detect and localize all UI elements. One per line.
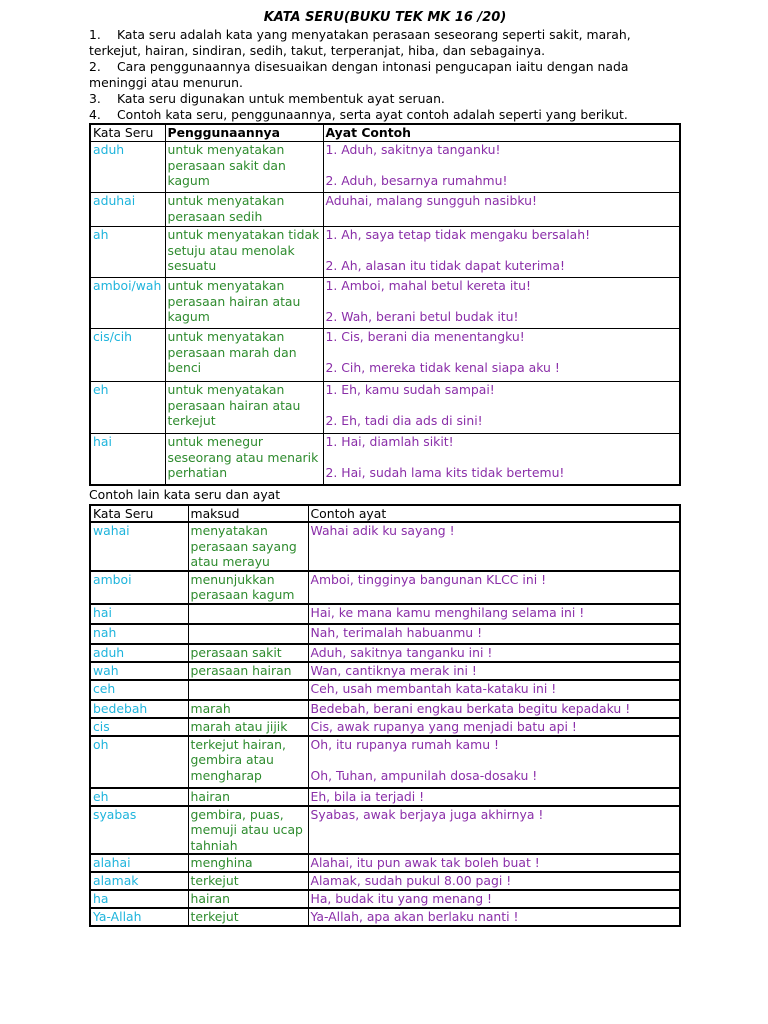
contoh-ayat-cell: Cis, awak rupanya yang menjadi batu api !	[308, 718, 680, 736]
table-row	[90, 434, 680, 485]
contoh-lain-table	[89, 504, 681, 928]
table-row	[90, 142, 680, 193]
point-item	[89, 59, 681, 91]
contoh-ayat-cell: Aduh, sakitnya tanganku ini !	[308, 644, 680, 662]
table-row	[90, 890, 680, 908]
kata-seru-cell: eh	[90, 382, 165, 434]
kata-seru-cell: ceh	[90, 680, 188, 700]
ayat-cell	[323, 382, 680, 434]
table-row	[90, 718, 680, 736]
kata-seru-cell: nah	[90, 624, 188, 644]
maksud-cell: terkejut	[188, 872, 308, 890]
maksud-cell: gembira, puas, memuji atau ucap tahniah	[188, 806, 308, 855]
maksud-cell: menyatakan perasaan sayang atau merayu	[188, 522, 308, 571]
table-row	[90, 522, 680, 571]
contoh-ayat-cell: Ha, budak itu yang menang !	[308, 890, 680, 908]
document-title: KATA SERU(BUKU TEK MK 16 /20)	[263, 10, 507, 25]
table-row	[90, 571, 680, 604]
ayat-line: 2. Hai, sudah lama kits tidak bertemu!	[325, 465, 565, 480]
point-text: Kata seru adalah kata yang menyatakan perasaan seseorang seperti sakit, marah, terkejut, hairan, sindiran, sedih, takut, terperanjat, hiba, dan sebagainya.	[89, 27, 631, 58]
point-item	[89, 91, 681, 107]
kata-seru-cell: aduhai	[90, 193, 165, 227]
ayat-line: 2. Cih, mereka tidak kenal siapa aku !	[325, 360, 560, 375]
kata-seru-cell: alamak	[90, 872, 188, 890]
contoh-ayat-cell: Wan, cantiknya merak ini !	[308, 662, 680, 680]
table-row	[90, 908, 680, 926]
penggunaan-cell: untuk menyatakan perasaan marah dan benci	[165, 329, 323, 382]
maksud-cell: terkejut hairan, gembira atau mengharap	[188, 736, 308, 788]
header-kata-seru: Kata Seru	[90, 505, 188, 523]
kata-seru-cell: bedebah	[90, 700, 188, 718]
contoh-ayat-cell: Alahai, itu pun awak tak boleh buat !	[308, 854, 680, 872]
table-row	[90, 662, 680, 680]
maksud-cell: hairan	[188, 890, 308, 908]
ayat-line: Oh, itu rupanya rumah kamu !	[310, 736, 499, 752]
maksud-cell: menunjukkan perasaan kagum	[188, 571, 308, 604]
contoh-ayat-cell: Hai, ke mana kamu menghilang selama ini !	[308, 604, 680, 624]
table-header-row	[90, 124, 680, 142]
kata-seru-cell: alahai	[90, 854, 188, 872]
ayat-line: 2. Aduh, besarnya rumahmu!	[325, 173, 508, 188]
kata-seru-cell: wahai	[90, 522, 188, 571]
contoh-ayat-cell: Alamak, sudah pukul 8.00 pagi !	[308, 872, 680, 890]
table-row	[90, 788, 680, 806]
penggunaan-cell: untuk menyatakan perasaan sakit dan kagum	[165, 142, 323, 193]
table-row	[90, 604, 680, 624]
point-number: 3.	[89, 91, 101, 106]
maksud-cell	[188, 624, 308, 644]
ayat-line: 1. Hai, diamlah sikit!	[325, 434, 454, 449]
header-kata-seru: Kata Seru	[90, 124, 165, 142]
ayat-line: 1. Cis, berani dia menentangku!	[325, 329, 525, 344]
contoh-ayat-cell: Ceh, usah membantah kata-kataku ini !	[308, 680, 680, 700]
kata-seru-cell: syabas	[90, 806, 188, 855]
ayat-line: Aduhai, malang sungguh nasibku!	[325, 193, 537, 208]
maksud-cell	[188, 604, 308, 624]
header-ayat-contoh: Ayat Contoh	[323, 124, 680, 142]
point-item	[89, 27, 681, 59]
point-text: Cara penggunaannya disesuaikan dengan intonasi pengucapan iaitu dengan nada meninggi atau menurun.	[89, 59, 629, 90]
table-header-row	[90, 505, 680, 523]
kata-seru-cell: amboi/wah	[90, 278, 165, 329]
point-number: 2.	[89, 59, 101, 74]
table2-caption: Contoh lain kata seru dan ayat	[89, 486, 281, 502]
penggunaan-cell: untuk menyatakan perasaan hairan atau kagum	[165, 278, 323, 329]
kata-seru-cell: ah	[90, 227, 165, 278]
points-list	[89, 27, 681, 123]
ayat-cell	[323, 278, 680, 329]
contoh-ayat-cell	[308, 736, 680, 788]
kata-seru-cell: wah	[90, 662, 188, 680]
ayat-cell	[323, 193, 680, 227]
maksud-cell: marah atau jijik	[188, 718, 308, 736]
document-page	[89, 10, 681, 927]
penggunaan-cell: untuk menyatakan perasaan sedih	[165, 193, 323, 227]
contoh-ayat-cell: Syabas, awak berjaya juga akhirnya !	[308, 806, 680, 855]
penggunaan-cell: untuk menyatakan perasaan hairan atau terkejut	[165, 382, 323, 434]
table-row	[90, 227, 680, 278]
kata-seru-cell: Ya-Allah	[90, 908, 188, 926]
point-number: 4.	[89, 107, 101, 122]
ayat-cell	[323, 227, 680, 278]
kata-seru-cell: cis/cih	[90, 329, 165, 382]
table-row	[90, 806, 680, 855]
contoh-ayat-cell: Ya-Allah, apa akan berlaku nanti !	[308, 908, 680, 926]
maksud-cell: perasaan hairan	[188, 662, 308, 680]
table-row	[90, 854, 680, 872]
ayat-line: 1. Eh, kamu sudah sampai!	[325, 382, 495, 397]
table-row	[90, 382, 680, 434]
point-text: Contoh kata seru, penggunaannya, serta ayat contoh adalah seperti yang berikut.	[117, 107, 628, 122]
kata-seru-cell: oh	[90, 736, 188, 788]
maksud-cell: terkejut	[188, 908, 308, 926]
ayat-line: 1. Aduh, sakitnya tanganku!	[325, 142, 501, 157]
kata-seru-cell: ha	[90, 890, 188, 908]
contoh-ayat-cell: Wahai adik ku sayang !	[308, 522, 680, 571]
ayat-line: 1. Ah, saya tetap tidak mengaku bersalah!	[325, 227, 591, 242]
kata-seru-cell: cis	[90, 718, 188, 736]
header-contoh-ayat: Contoh ayat	[308, 505, 680, 523]
point-item	[89, 107, 681, 123]
table-row	[90, 736, 680, 788]
ayat-line: 2. Wah, berani betul budak itu!	[325, 309, 519, 324]
ayat-line: 1. Amboi, mahal betul kereta itu!	[325, 278, 531, 293]
table-row	[90, 644, 680, 662]
header-penggunaannya: Penggunaannya	[165, 124, 323, 142]
kata-seru-cell: eh	[90, 788, 188, 806]
maksud-cell	[188, 680, 308, 700]
maksud-cell: hairan	[188, 788, 308, 806]
ayat-line: Oh, Tuhan, ampunilah dosa-dosaku !	[310, 767, 538, 783]
point-number: 1.	[89, 27, 101, 42]
kata-seru-cell: aduh	[90, 644, 188, 662]
kata-seru-table	[89, 123, 681, 486]
contoh-ayat-cell: Amboi, tingginya bangunan KLCC ini !	[308, 571, 680, 604]
table-row	[90, 624, 680, 644]
kata-seru-cell: amboi	[90, 571, 188, 604]
ayat-line: 2. Ah, alasan itu tidak dapat kuterima!	[325, 258, 565, 273]
table-row	[90, 278, 680, 329]
penggunaan-cell: untuk menyatakan tidak setuju atau menolak sesuatu	[165, 227, 323, 278]
ayat-cell	[323, 434, 680, 485]
table-row	[90, 872, 680, 890]
kata-seru-cell: aduh	[90, 142, 165, 193]
table-row	[90, 329, 680, 382]
table-row	[90, 700, 680, 718]
contoh-ayat-cell: Eh, bila ia terjadi !	[308, 788, 680, 806]
ayat-cell	[323, 329, 680, 382]
table-row	[90, 193, 680, 227]
kata-seru-cell: hai	[90, 434, 165, 485]
table-row	[90, 680, 680, 700]
kata-seru-cell: hai	[90, 604, 188, 624]
maksud-cell: perasaan sakit	[188, 644, 308, 662]
point-text: Kata seru digunakan untuk membentuk ayat seruan.	[117, 91, 445, 106]
penggunaan-cell: untuk menegur seseorang atau menarik perhatian	[165, 434, 323, 485]
ayat-cell	[323, 142, 680, 193]
maksud-cell: marah	[188, 700, 308, 718]
maksud-cell: menghina	[188, 854, 308, 872]
contoh-ayat-cell: Nah, terimalah habuanmu !	[308, 624, 680, 644]
header-maksud: maksud	[188, 505, 308, 523]
contoh-ayat-cell: Bedebah, berani engkau berkata begitu kepadaku !	[308, 700, 680, 718]
ayat-line: 2. Eh, tadi dia ads di sini!	[325, 413, 483, 428]
